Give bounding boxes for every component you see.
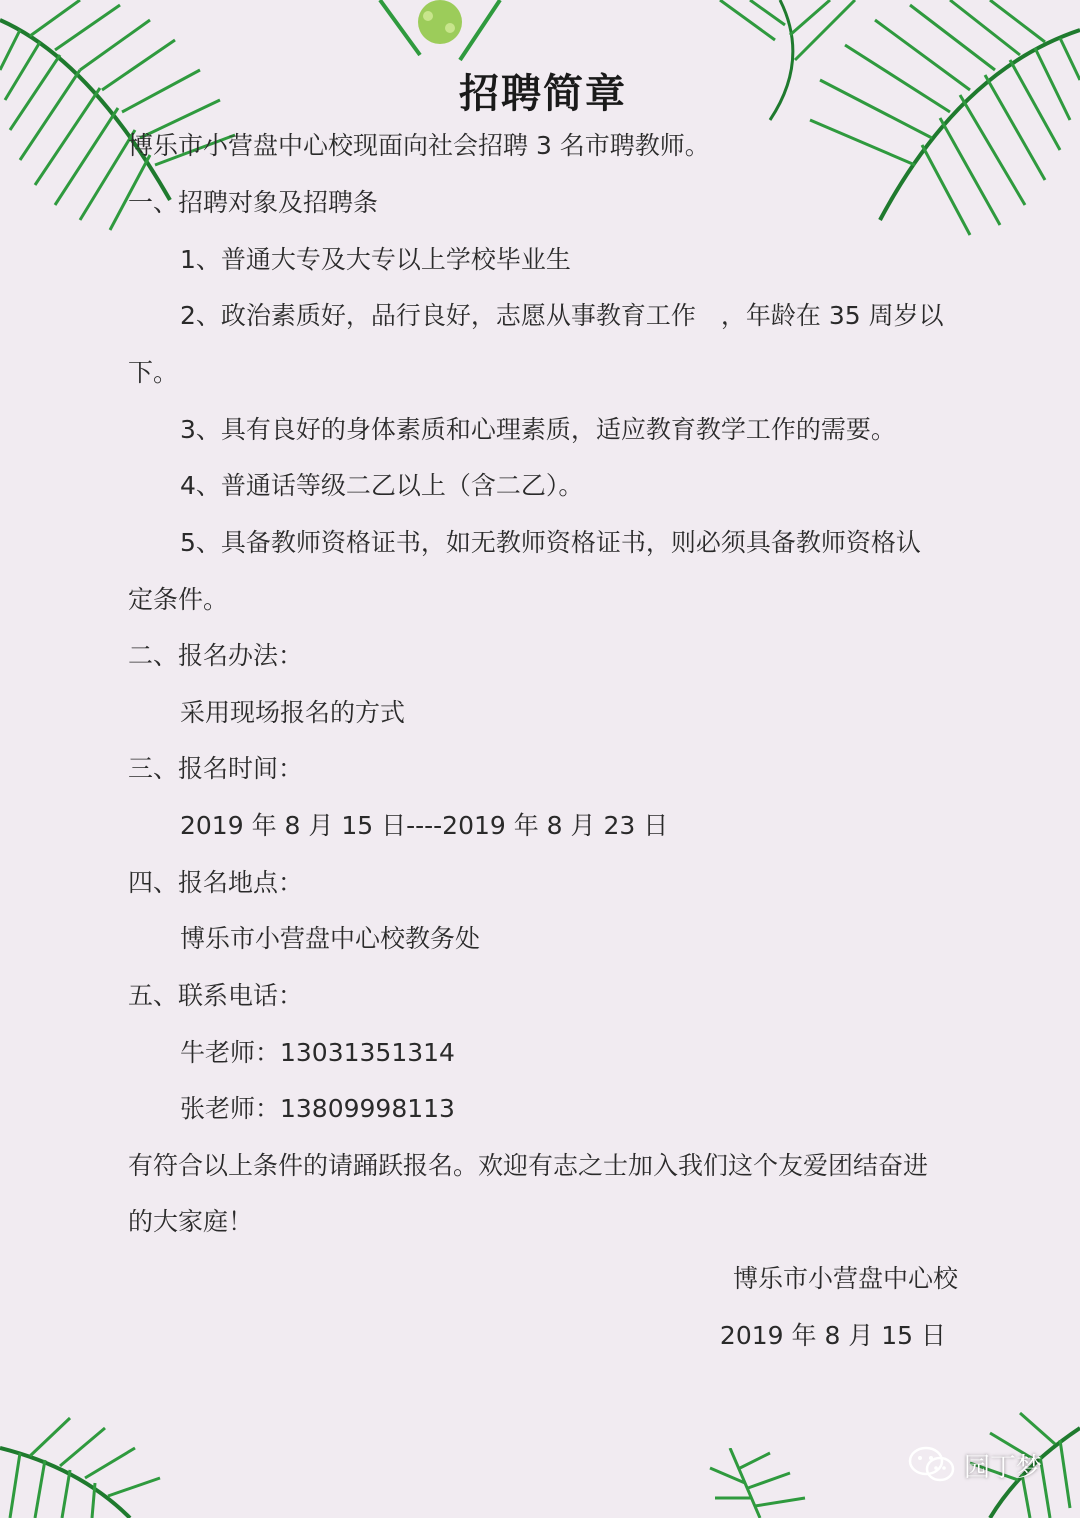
palm-leaf-top-right [660,0,1080,240]
document-title: 招聘简章 [459,71,627,117]
wechat-watermark [908,1446,1042,1484]
section-2-heading: 二、报名办法： [128,641,304,670]
registration-location: 博乐市小营盘中心校教务处 [180,924,481,953]
requirement-item-continued: 定条件。 [128,585,229,614]
registration-period: 2019 年 8 月 15 日----2019 年 8 月 23 日 [180,811,669,840]
requirement-item-continued: 下。 [128,358,179,387]
intro-text: 博乐市小营盘中心校现面向社会招聘 3 名市聘教师。 [128,131,710,160]
registration-method: 采用现场报名的方式 [180,698,406,727]
requirement-item: 5、具备教师资格证书，如无教师资格证书，则必须具备教师资格认 [180,528,921,557]
requirement-item: 1、普通大专及大专以上学校毕业生 [180,245,571,274]
closing-text: 有符合以上条件的请踊跃报名。欢迎有志之士加入我们这个友爱团结奋进 [128,1151,929,1180]
palm-leaf-bottom-left [0,1408,200,1518]
contact-phone: 张老师：13809998113 [180,1094,455,1123]
issue-date: 2019 年 8 月 15 日 [719,1321,946,1350]
section-5-heading: 五、联系电话： [128,981,304,1010]
account-name: 园丁梦 [964,1452,1043,1483]
signature: 博乐市小营盘中心校 [732,1264,958,1293]
closing-text-continued: 的大家庭！ [128,1207,254,1236]
requirement-item: 4、普通话等级二乙以上（含二乙）。 [180,471,584,500]
requirement-item: 3、具有良好的身体素质和心理素质，适应教育教学工作的需要。 [180,415,896,444]
section-1-heading: 一、招聘对象及招聘条 [128,188,379,217]
flower-cluster-top [360,0,540,70]
section-3-heading: 三、报名时间： [128,754,304,783]
requirement-item: 2、政治素质好，品行良好，志愿从事教育工作 ，年龄在 35 周岁以 [180,301,944,330]
contact-phone: 牛老师：13031351314 [180,1038,455,1067]
wechat-icon [908,1446,956,1484]
palm-leaf-bottom-center [690,1448,830,1518]
section-4-heading: 四、报名地点： [128,868,304,897]
